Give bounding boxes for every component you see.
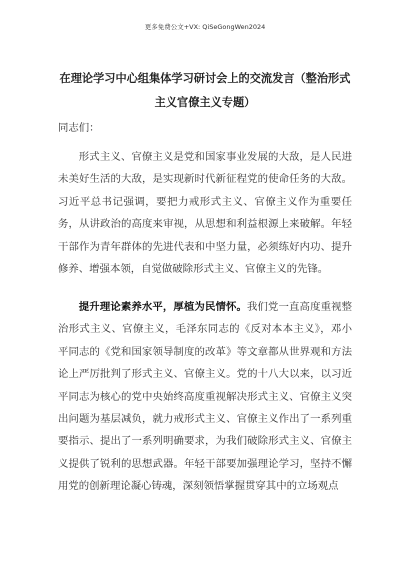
paragraph-2-lead: 提升理论素养水平，厚植为民情怀。	[78, 301, 247, 313]
paragraph-1-text: 形式主义、官僚主义是党和国家事业发展的大敌，是人民进未美好生活的大敌，是实现新时代新征程党的使命任务的大敌。习近平总书记强调，要把力戒形式主义、官僚主义作为重要任务，从讲政治的高度来审视，从思想和利益根源上来破解。年轻干部作为青年群体的先进代表和中坚力量，必须练好内功、提升修养、增强本领，自觉做破除形式主义、官僚主义的先锋。	[58, 151, 352, 276]
paragraph-1	[58, 146, 352, 280]
greeting: 同志们：	[58, 122, 100, 134]
paragraph-2	[58, 296, 352, 498]
document-title: 在理论学习中心组集体学习研讨会上的交流发言（整治形式主义官僚主义专题）	[59, 71, 351, 109]
header-note: 更多免费公文+VX: QiSeGongWen2024	[144, 23, 266, 31]
paragraph-2-text: 我们党一直高度重视整治形式主义、官僚主义，毛泽东同志的《反对本本主义》，邓小平同志的《党和国家领导制度的改革》等文章都从世界观和方法论上严厉批判了形式主义、官僚主义。党的十八大以来，以习近平同志为核心的党中央始终高度重视解决形式主义、官僚主义突出问题为基层减负，就力戒形式主义、官僚主义作出了一系列重要指示、提出了一系列明确要求，为我们破除形式主义、官僚主义提供了锐利的思想武器。年轻干部要加强理论学习，坚持不懈用党的创新理论凝心铸魂，深刻领悟掌握贯穿其中的立场观点	[58, 301, 353, 493]
